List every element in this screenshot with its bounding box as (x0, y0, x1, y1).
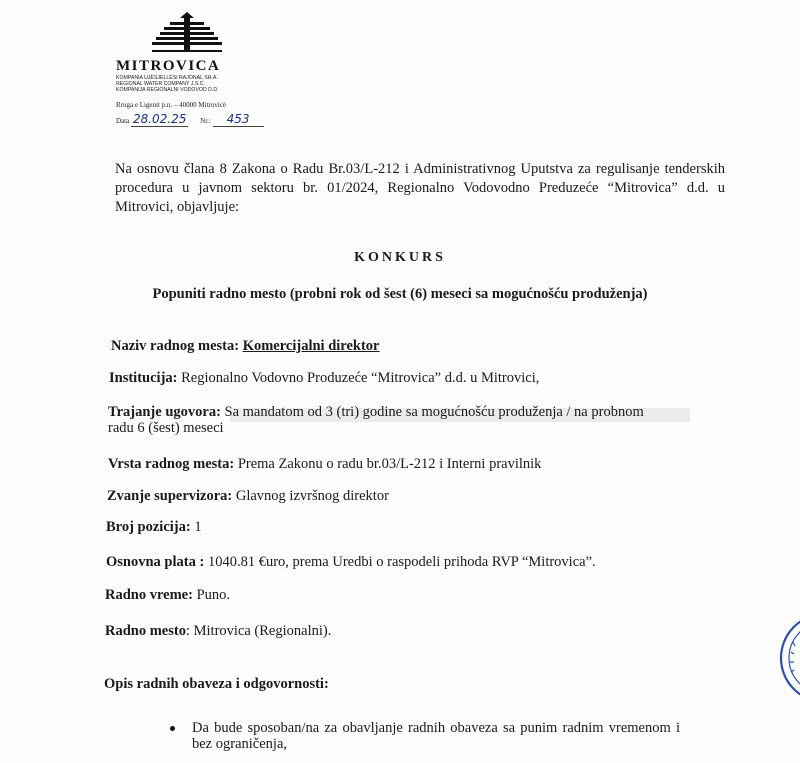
field-value: Puno. (196, 587, 231, 603)
field-zvanje (107, 488, 389, 504)
intro-paragraph: Na osnovu člana 8 Zakona o Radu Br.03/L-212 i Administrativnog Uputstva za regulisanje tenderskih procedura u javnom sektoru br. 01/2024, Regionalno Vodovodno Preduzeće “Mitrovica” d.d. u Mitrovici, objavljuje: (115, 161, 725, 215)
date-value: 28.02.25 (132, 112, 187, 126)
field-label: Radno vreme: (105, 587, 193, 603)
field-label: Naziv radnog mesta: (111, 338, 240, 354)
company-seal-icon (779, 612, 800, 709)
field-label: Radno mesto (105, 623, 186, 639)
section-title: Opis radnih obaveza i odgovornosti: (104, 676, 329, 692)
field-label: Institucija: (109, 370, 178, 386)
field-value: Prema Zakonu o radu br.03/L-212 i Interni pravilnik (237, 456, 542, 472)
field-broj (106, 519, 202, 535)
field-value: : Mitrovica (Regionalni). (185, 623, 332, 639)
company-line-2: REGIONAL WATER COMPANY J.S.C. (116, 81, 205, 87)
field-vrsta (108, 456, 541, 472)
field-value: Glavnog izvršnog direktor (235, 488, 389, 504)
company-name: MITROVICA (116, 58, 221, 74)
company-subtitle (116, 75, 219, 93)
field-label: Osnovna plata : (106, 554, 205, 570)
number-label: Nr.: (200, 117, 211, 125)
field-naziv (111, 338, 380, 354)
field-value: Sa mandatom od 3 (tri) godine sa mogućnošću produženja / na probnom (224, 404, 644, 420)
field-mesto (105, 623, 331, 639)
field-label: Zvanje supervizora: (107, 488, 233, 504)
company-line-1: KOMPANIA UJËSJELLËSI RAJONAL SH.A. (116, 75, 218, 81)
field-trajanje (108, 404, 644, 436)
number-value: 453 (226, 112, 250, 126)
field-institucija (109, 370, 539, 386)
field-value: Regionalno Vodovno Produzeće “Mitrovica” d.d. u Mitrovici, (181, 370, 540, 386)
company-logo-icon (152, 12, 222, 63)
field-label: Broj pozicija: (106, 519, 191, 535)
field-plata (106, 554, 596, 570)
field-label: Vrsta radnog mesta: (108, 456, 235, 472)
bullet-icon (170, 726, 175, 731)
list-item-text: Da bude sposoban/na za obavljanje radnih obaveza sa punim radnim vremenom i bez ograničenja, (192, 720, 680, 752)
registry-stamp (116, 112, 264, 127)
document-title: KONKURS (354, 250, 446, 265)
company-line-3: KOMPANIJA REGIONALNI VODOVOD D.D. (116, 87, 219, 93)
field-value-continued: radu 6 (šest) meseci (108, 420, 224, 436)
list-item (170, 720, 680, 752)
date-label: Data (116, 117, 130, 125)
field-label: Trajanje ugovora: (108, 404, 221, 420)
document-subtitle: Popuniti radno mesto (probni rok od šest (6) meseci sa mogućnošću produženja) (152, 286, 648, 302)
field-value: 1 (194, 519, 202, 535)
company-address: Rruga e Ligenit p.n. – 40000 Mitrovicë (116, 101, 227, 109)
field-value: 1040.81 €uro, prema Uredbi o raspodeli prihoda RVP “Mitrovica”. (207, 554, 596, 570)
field-vreme (105, 587, 230, 603)
field-value: Komercijalni direktor (242, 338, 380, 354)
